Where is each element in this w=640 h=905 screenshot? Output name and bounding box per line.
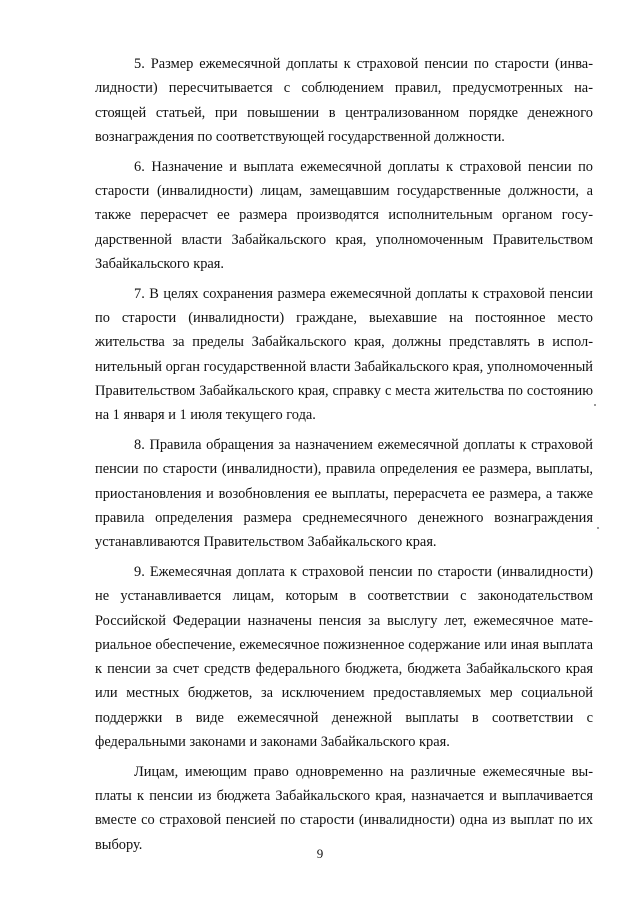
paragraph-6: 6. Назначение и выплата ежемесячной доплаты к страховой пенсии по старости (инвалидности) лицам, замещавшим государственные должности, а также перерасчет ее размера производятся исполнительным органом государственной власти Забайкальского края, уполномоченным Правительством Забайкальского края. <box>95 158 593 272</box>
paragraph-7: 7. В целях сохранения размера ежемесячной доплаты к страховой пенсии по старости (инвалидности) граждане, выехавшие на постоянное место жительства за пределы Забайкальского края, должны представлять в исполнительный орган государственной власти Забайкальского края, уполномоченный Правительством Забайкальского края, справку с места жительства по состоянию на 1 января и 1 июля текущего года. <box>95 285 593 424</box>
paragraph-9-continuation: Лицам, имеющим право одновременно на различные ежемесячные выплаты к пенсии из бюджета Забайкальского края, назначается и выплачивается вместе со страховой пенсией по старости (инвалидности) одна из выплат по их выбору. <box>95 763 593 853</box>
paragraph-8: 8. Правила обращения за назначением ежемесячной доплаты к страховой пенсии по старости (инвалидности), правила определения ее размера, выплаты, приостановления и возобновления ее выплаты, перерасчета ее размера, а также правила определения размера среднемесячного денежного вознаграждения устанавливаются Правительством Забайкальского края. <box>95 436 593 551</box>
paragraph-9: 9. Ежемесячная доплата к страховой пенсии по старости (инвалидности) не устанавливается лицам, которым в соответствии с законодательством Российской Федерации назначены пенсия за выслугу лет, ежемесячное материальное обеспечение, ежемесячное пожизненное содержание или иная выплата к пенсии за счет средств федерального бюджета, бюджета Забайкальского края или местных бюджетов, за исключением предоставляемых мер социальной поддержки в виде ежемесячной денежной выплаты в соответствии с федеральными законами и законами Забайкальского края. <box>95 563 593 751</box>
document-body <box>95 52 593 857</box>
scan-speck <box>597 527 599 529</box>
page-number: 9 <box>316 846 324 861</box>
scan-speck <box>594 404 596 406</box>
paragraph-5: 5. Размер ежемесячной доплаты к страховой пенсии по старости (инвалидности) пересчитывается с соблюдением правил, предусмотренных настоящей статьей, при повышении в централизованном порядке денежного вознаграждения по соответствующей государственной должности. <box>95 56 593 145</box>
